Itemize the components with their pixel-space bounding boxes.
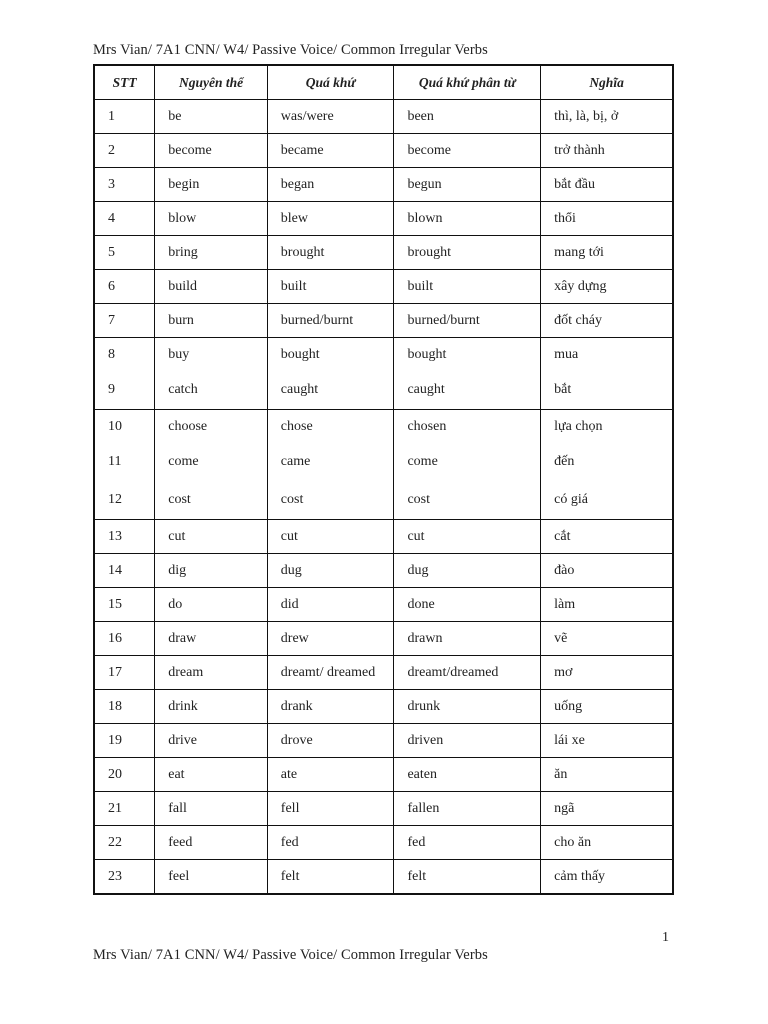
cell-past-simple: drove xyxy=(267,724,394,758)
cell-base-form: become xyxy=(155,134,268,168)
cell-past-simple: felt xyxy=(267,860,394,895)
cell-stt: 10 xyxy=(94,410,155,444)
cell-past-simple: was/were xyxy=(267,100,394,134)
cell-base-form: drive xyxy=(155,724,268,758)
cell-past-simple: drank xyxy=(267,690,394,724)
table-row xyxy=(94,410,673,444)
cell-meaning: vẽ xyxy=(541,622,673,656)
cell-past-simple: dug xyxy=(267,554,394,588)
cell-base-form: choose xyxy=(155,410,268,444)
cell-past-participle: cost xyxy=(394,481,541,520)
table-row xyxy=(94,371,673,410)
header-base-form: Nguyên thể xyxy=(155,65,268,100)
table-header-row xyxy=(94,65,673,100)
cell-past-participle: burned/burnt xyxy=(394,304,541,338)
cell-meaning: ăn xyxy=(541,758,673,792)
table-row xyxy=(94,236,673,270)
table-row xyxy=(94,588,673,622)
cell-meaning: bắt đầu xyxy=(541,168,673,202)
table-row xyxy=(94,792,673,826)
cell-meaning: lựa chọn xyxy=(541,410,673,444)
cell-meaning: cảm thấy xyxy=(541,860,673,895)
cell-stt: 5 xyxy=(94,236,155,270)
cell-past-simple: chose xyxy=(267,410,394,444)
cell-past-participle: blown xyxy=(394,202,541,236)
header-past-simple: Quá khứ xyxy=(267,65,394,100)
cell-meaning: thổi xyxy=(541,202,673,236)
cell-past-participle: dug xyxy=(394,554,541,588)
cell-stt: 6 xyxy=(94,270,155,304)
table-row xyxy=(94,520,673,554)
cell-stt: 23 xyxy=(94,860,155,895)
cell-base-form: catch xyxy=(155,371,268,410)
cell-past-participle: fallen xyxy=(394,792,541,826)
cell-base-form: blow xyxy=(155,202,268,236)
cell-stt: 9 xyxy=(94,371,155,410)
cell-past-simple: burned/burnt xyxy=(267,304,394,338)
page-footer: Mrs Vian/ 7A1 CNN/ W4/ Passive Voice/ Common Irregular Verbs xyxy=(93,947,488,963)
cell-past-simple: became xyxy=(267,134,394,168)
cell-past-simple: bought xyxy=(267,338,394,372)
cell-past-participle: begun xyxy=(394,168,541,202)
cell-meaning: thì, là, bị, ở xyxy=(541,100,673,134)
cell-stt: 18 xyxy=(94,690,155,724)
cell-past-participle: caught xyxy=(394,371,541,410)
cell-meaning: mua xyxy=(541,338,673,372)
cell-past-participle: drunk xyxy=(394,690,541,724)
cell-past-simple: cost xyxy=(267,481,394,520)
cell-base-form: be xyxy=(155,100,268,134)
cell-meaning: đến xyxy=(541,443,673,481)
cell-base-form: burn xyxy=(155,304,268,338)
cell-past-participle: become xyxy=(394,134,541,168)
cell-past-participle: fed xyxy=(394,826,541,860)
header-past-participle: Quá khứ phân từ xyxy=(394,65,541,100)
cell-stt: 8 xyxy=(94,338,155,372)
cell-base-form: begin xyxy=(155,168,268,202)
header-stt: STT xyxy=(94,65,155,100)
cell-meaning: trở thành xyxy=(541,134,673,168)
cell-base-form: build xyxy=(155,270,268,304)
cell-stt: 19 xyxy=(94,724,155,758)
table-row xyxy=(94,826,673,860)
cell-base-form: bring xyxy=(155,236,268,270)
cell-past-simple: came xyxy=(267,443,394,481)
table-row xyxy=(94,270,673,304)
cell-stt: 14 xyxy=(94,554,155,588)
cell-meaning: lái xe xyxy=(541,724,673,758)
table-row xyxy=(94,304,673,338)
cell-stt: 20 xyxy=(94,758,155,792)
page-number: 1 xyxy=(662,930,669,945)
cell-past-participle: built xyxy=(394,270,541,304)
irregular-verbs-table xyxy=(93,64,674,895)
cell-past-simple: began xyxy=(267,168,394,202)
cell-past-participle: come xyxy=(394,443,541,481)
cell-meaning: bắt xyxy=(541,371,673,410)
cell-past-simple: fed xyxy=(267,826,394,860)
cell-stt: 11 xyxy=(94,443,155,481)
cell-past-participle: been xyxy=(394,100,541,134)
cell-meaning: uống xyxy=(541,690,673,724)
table-row xyxy=(94,656,673,690)
cell-stt: 22 xyxy=(94,826,155,860)
table-row xyxy=(94,338,673,372)
cell-meaning: có giá xyxy=(541,481,673,520)
cell-base-form: cost xyxy=(155,481,268,520)
cell-stt: 16 xyxy=(94,622,155,656)
cell-past-simple: dreamt/ dreamed xyxy=(267,656,394,690)
cell-base-form: come xyxy=(155,443,268,481)
cell-base-form: feed xyxy=(155,826,268,860)
table-row xyxy=(94,202,673,236)
cell-meaning: xây dựng xyxy=(541,270,673,304)
cell-past-simple: ate xyxy=(267,758,394,792)
cell-past-participle: felt xyxy=(394,860,541,895)
cell-past-participle: bought xyxy=(394,338,541,372)
cell-base-form: fall xyxy=(155,792,268,826)
cell-past-participle: cut xyxy=(394,520,541,554)
cell-stt: 4 xyxy=(94,202,155,236)
cell-base-form: draw xyxy=(155,622,268,656)
cell-stt: 12 xyxy=(94,481,155,520)
cell-base-form: drink xyxy=(155,690,268,724)
cell-stt: 2 xyxy=(94,134,155,168)
table-row xyxy=(94,134,673,168)
cell-past-participle: drawn xyxy=(394,622,541,656)
table-row xyxy=(94,690,673,724)
cell-base-form: buy xyxy=(155,338,268,372)
cell-meaning: làm xyxy=(541,588,673,622)
cell-base-form: eat xyxy=(155,758,268,792)
cell-past-participle: chosen xyxy=(394,410,541,444)
cell-stt: 21 xyxy=(94,792,155,826)
cell-meaning: mơ xyxy=(541,656,673,690)
table-row xyxy=(94,622,673,656)
cell-past-simple: brought xyxy=(267,236,394,270)
cell-past-participle: driven xyxy=(394,724,541,758)
cell-stt: 13 xyxy=(94,520,155,554)
cell-past-simple: built xyxy=(267,270,394,304)
cell-base-form: dream xyxy=(155,656,268,690)
cell-past-simple: cut xyxy=(267,520,394,554)
cell-meaning: đốt cháy xyxy=(541,304,673,338)
cell-past-simple: fell xyxy=(267,792,394,826)
table-row xyxy=(94,100,673,134)
cell-meaning: ngã xyxy=(541,792,673,826)
table-row xyxy=(94,443,673,481)
cell-stt: 17 xyxy=(94,656,155,690)
table-row xyxy=(94,554,673,588)
table-row xyxy=(94,168,673,202)
cell-stt: 1 xyxy=(94,100,155,134)
cell-base-form: dig xyxy=(155,554,268,588)
cell-base-form: cut xyxy=(155,520,268,554)
cell-past-participle: brought xyxy=(394,236,541,270)
cell-past-simple: caught xyxy=(267,371,394,410)
cell-past-participle: eaten xyxy=(394,758,541,792)
cell-base-form: do xyxy=(155,588,268,622)
cell-stt: 15 xyxy=(94,588,155,622)
table-row xyxy=(94,481,673,520)
cell-past-participle: dreamt/dreamed xyxy=(394,656,541,690)
cell-past-simple: did xyxy=(267,588,394,622)
cell-meaning: đào xyxy=(541,554,673,588)
table-row xyxy=(94,860,673,895)
header-meaning: Nghĩa xyxy=(541,65,673,100)
page-header: Mrs Vian/ 7A1 CNN/ W4/ Passive Voice/ Common Irregular Verbs xyxy=(93,42,488,58)
cell-base-form: feel xyxy=(155,860,268,895)
cell-stt: 7 xyxy=(94,304,155,338)
cell-meaning: cho ăn xyxy=(541,826,673,860)
cell-past-participle: done xyxy=(394,588,541,622)
cell-meaning: mang tới xyxy=(541,236,673,270)
table-row xyxy=(94,724,673,758)
cell-meaning: cắt xyxy=(541,520,673,554)
cell-past-simple: drew xyxy=(267,622,394,656)
cell-stt: 3 xyxy=(94,168,155,202)
cell-past-simple: blew xyxy=(267,202,394,236)
table-row xyxy=(94,758,673,792)
